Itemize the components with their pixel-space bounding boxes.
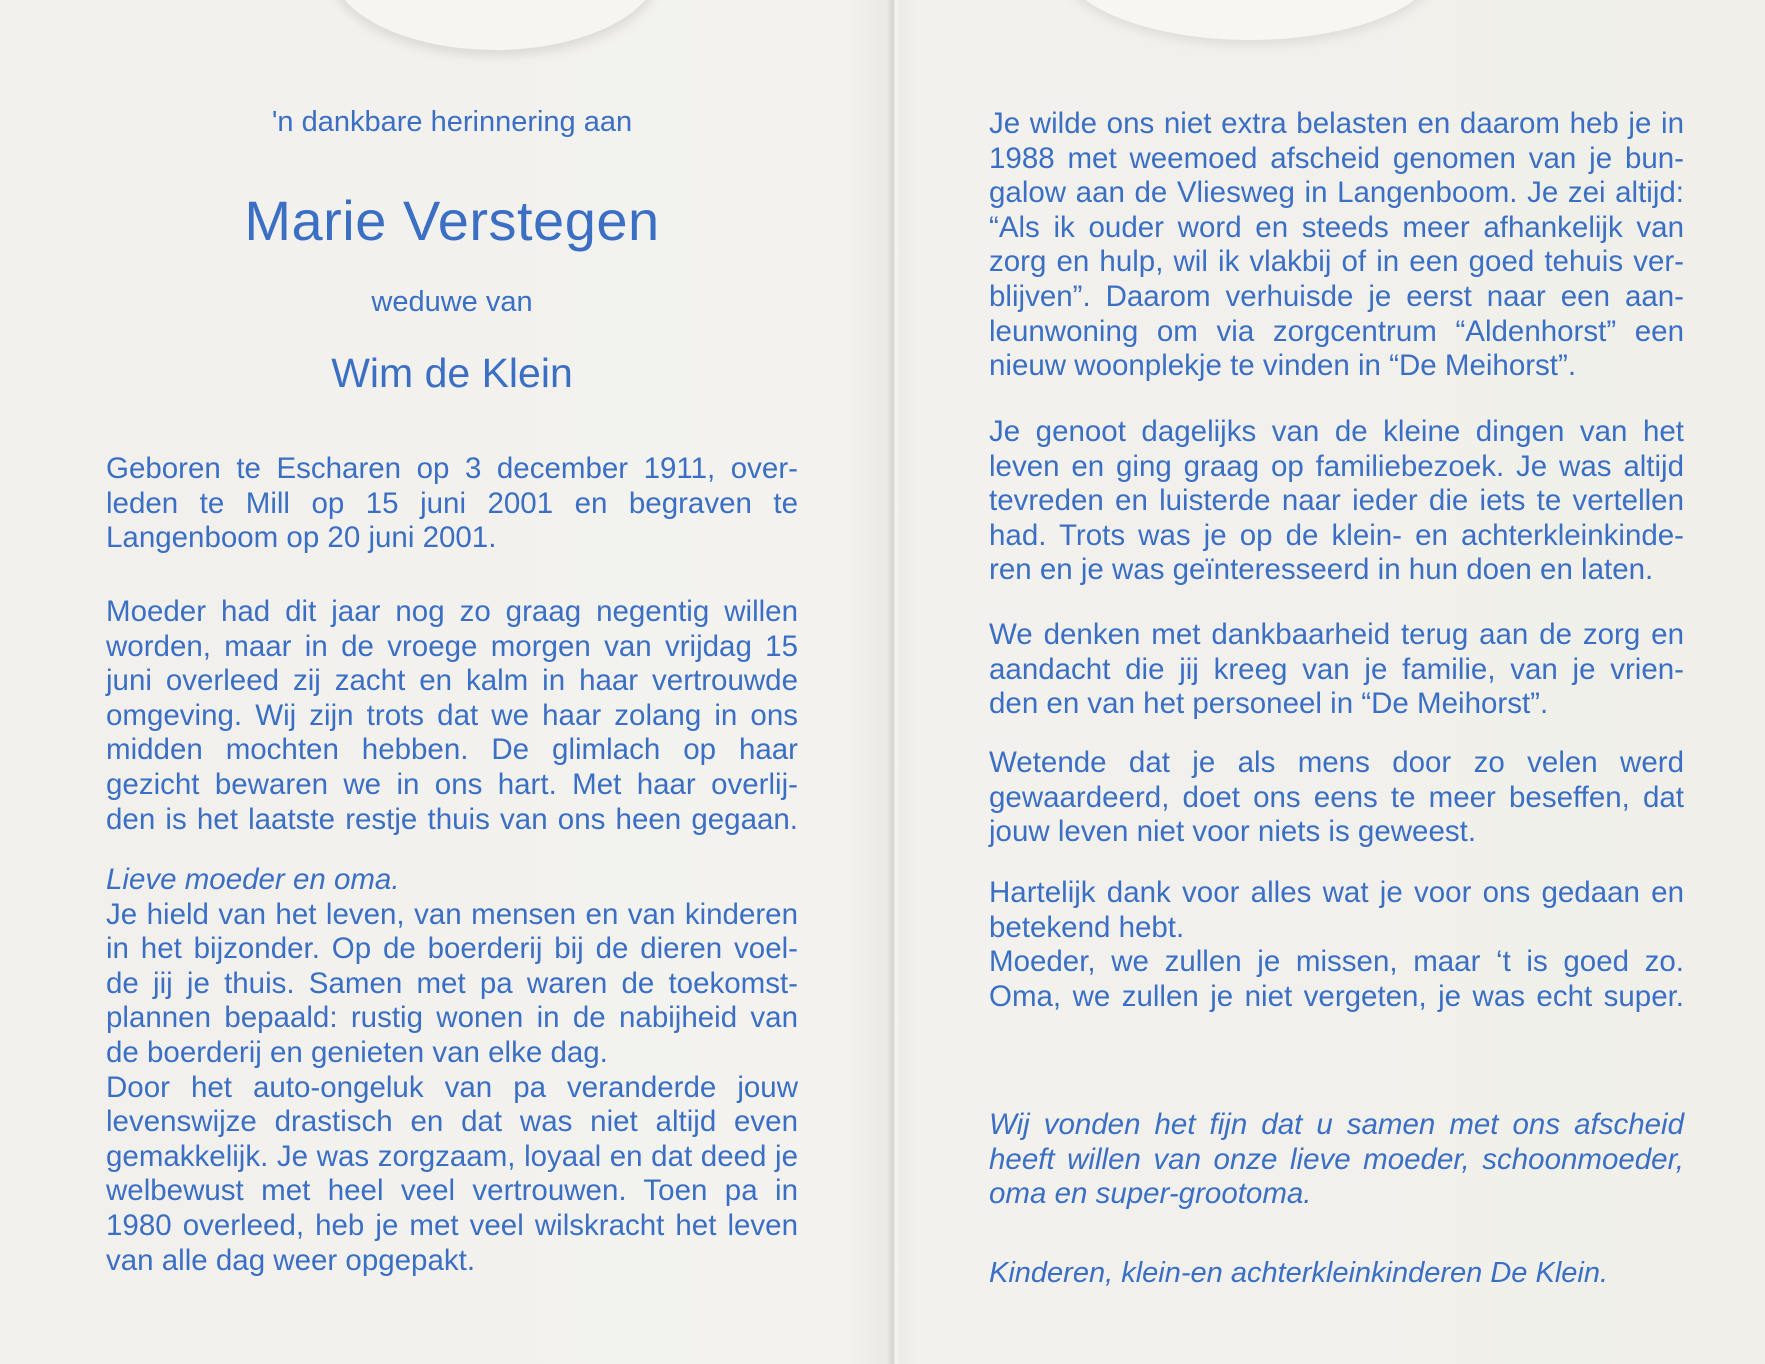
right-paragraph-3 xyxy=(989,618,1684,722)
text-line: had. Trots was je op de klein- en achterkleinkinde- xyxy=(989,518,1684,552)
right-paragraph-1 xyxy=(989,107,1684,384)
text-line: van alle dag weer opgepakt. xyxy=(106,1243,476,1277)
text-line: tevreden en luisterde naar ieder die iets te vertellen xyxy=(989,484,1684,518)
text-line: de boerderij en genieten van elke dag. xyxy=(106,1035,608,1069)
text-line: welbewust met heel veel vertrouwen. Toen pa in xyxy=(106,1174,798,1208)
spouse-name: Wim de Klein xyxy=(331,350,573,396)
text-line: blijven”. Daarom verhuisde je eerst naar een aan- xyxy=(989,279,1684,313)
text-line: den is het laatste restje thuis van ons heen gegaan. xyxy=(106,802,798,836)
text-line: Je genoot dagelijks van de kleine dingen van het xyxy=(989,415,1684,448)
text-line: in het bijzonder. Op de boerderij bij de dieren voel- xyxy=(106,932,798,966)
text-line: den en van het personeel in “De Meihorst”. xyxy=(989,687,1549,721)
text-line: 1980 overleed, heb je met veel wilskracht het leven xyxy=(106,1208,798,1242)
text-line: Wetende dat je als mens door zo velen werd xyxy=(989,746,1684,779)
text-line: Je hield van het leven, van mensen en van kinderen xyxy=(106,897,798,931)
text-line: gezicht bewaren we in ons hart. Met haar overlij- xyxy=(106,767,798,801)
text-line: omgeving. Wij zijn trots dat we haar zolang in ons xyxy=(106,698,798,732)
signature: Kinderen, klein-en achterkleinkinderen De Klein. xyxy=(989,1257,1609,1289)
closing-paragraph xyxy=(989,1108,1684,1212)
text-line: aandacht die jij kreeg van je familie, van je vrien- xyxy=(989,652,1684,686)
text-line: zorg en hulp, wil ik vlakbij of in een goed tehuis ver- xyxy=(989,245,1684,279)
relation-text: weduwe van xyxy=(371,286,533,318)
text-line: Hartelijk dank voor alles wat je voor ons gedaan en xyxy=(989,876,1684,909)
text-line: levenswijze drastisch en dat was niet altijd even xyxy=(106,1105,798,1139)
text-line: plannen bepaald: rustig wonen in de nabijheid van xyxy=(106,1001,798,1035)
right-paragraph-4 xyxy=(989,746,1684,850)
text-line: jouw leven niet voor niets is geweest. xyxy=(989,815,1477,849)
die-cut-notch-right xyxy=(1060,0,1440,40)
text-line: leden te Mill op 15 juni 2001 en begraven te xyxy=(106,486,798,520)
paragraph-2 xyxy=(106,863,798,1278)
text-line: leunwoning om via zorgcentrum “Aldenhorst” een xyxy=(989,314,1684,348)
center-fold xyxy=(887,0,901,1364)
text-line: betekend hebt. xyxy=(989,910,1185,944)
text-line: worden, maar in de vroege morgen van vrijdag 15 xyxy=(106,629,798,663)
text-line: de jij je thuis. Samen met pa waren de toekomst- xyxy=(106,966,798,1000)
text-line: gemakkelijk. Je was zorgzaam, loyaal en dat deed je xyxy=(106,1139,798,1173)
birth-death-paragraph xyxy=(106,452,798,556)
text-line: Moeder, we zullen je missen, maar ‘t is goed zo. xyxy=(989,945,1684,979)
die-cut-notch-left xyxy=(330,0,660,50)
text-line: juni overleed zij zacht en kalm in haar vertrouwde xyxy=(106,664,798,698)
text-line: galow aan de Vliesweg in Langenboom. Je zei altijd: xyxy=(989,176,1684,210)
text-line: Oma, we zullen je niet vergeten, je was echt super. xyxy=(989,979,1684,1013)
text-line: Langenboom op 20 juni 2001. xyxy=(106,521,497,555)
text-line: We denken met dankbaarheid terug aan de zorg en xyxy=(989,618,1684,651)
paragraph-1 xyxy=(106,595,798,837)
text-line: heeft willen van onze lieve moeder, schoonmoeder, xyxy=(989,1142,1684,1176)
intro-text: 'n dankbare herinnering aan xyxy=(271,106,633,138)
salutation: Lieve moeder en oma. xyxy=(106,863,400,896)
text-line: Moeder had dit jaar nog zo graag negentig willen xyxy=(106,595,798,628)
text-line: Geboren te Escharen op 3 december 1911, over- xyxy=(106,452,798,485)
text-line: gewaardeerd, doet ons eens te meer beseffen, dat xyxy=(989,780,1684,814)
text-line: midden mochten hebben. De glimlach op haar xyxy=(106,733,798,767)
right-paragraph-2 xyxy=(989,415,1684,588)
text-line: “Als ik ouder word en steeds meer afhankelijk van xyxy=(989,210,1684,244)
text-line: Door het auto-ongeluk van pa veranderde jouw xyxy=(106,1070,798,1104)
text-line: leven en ging graag op familiebezoek. Je was altijd xyxy=(989,449,1684,483)
deceased-name: Marie Verstegen xyxy=(244,189,660,252)
text-line: oma en super-grootoma. xyxy=(989,1177,1312,1211)
text-line: Wij vonden het fijn dat u samen met ons afscheid xyxy=(989,1108,1684,1141)
text-line: nieuw woonplekje te vinden in “De Meihorst”. xyxy=(989,349,1577,383)
text-line: 1988 met weemoed afscheid genomen van je bun- xyxy=(989,141,1684,175)
text-line: ren en je was geïnteresseerd in hun doen en laten. xyxy=(989,553,1654,587)
right-paragraph-5 xyxy=(989,876,1684,1014)
text-line: Je wilde ons niet extra belasten en daarom heb je in xyxy=(989,107,1684,140)
